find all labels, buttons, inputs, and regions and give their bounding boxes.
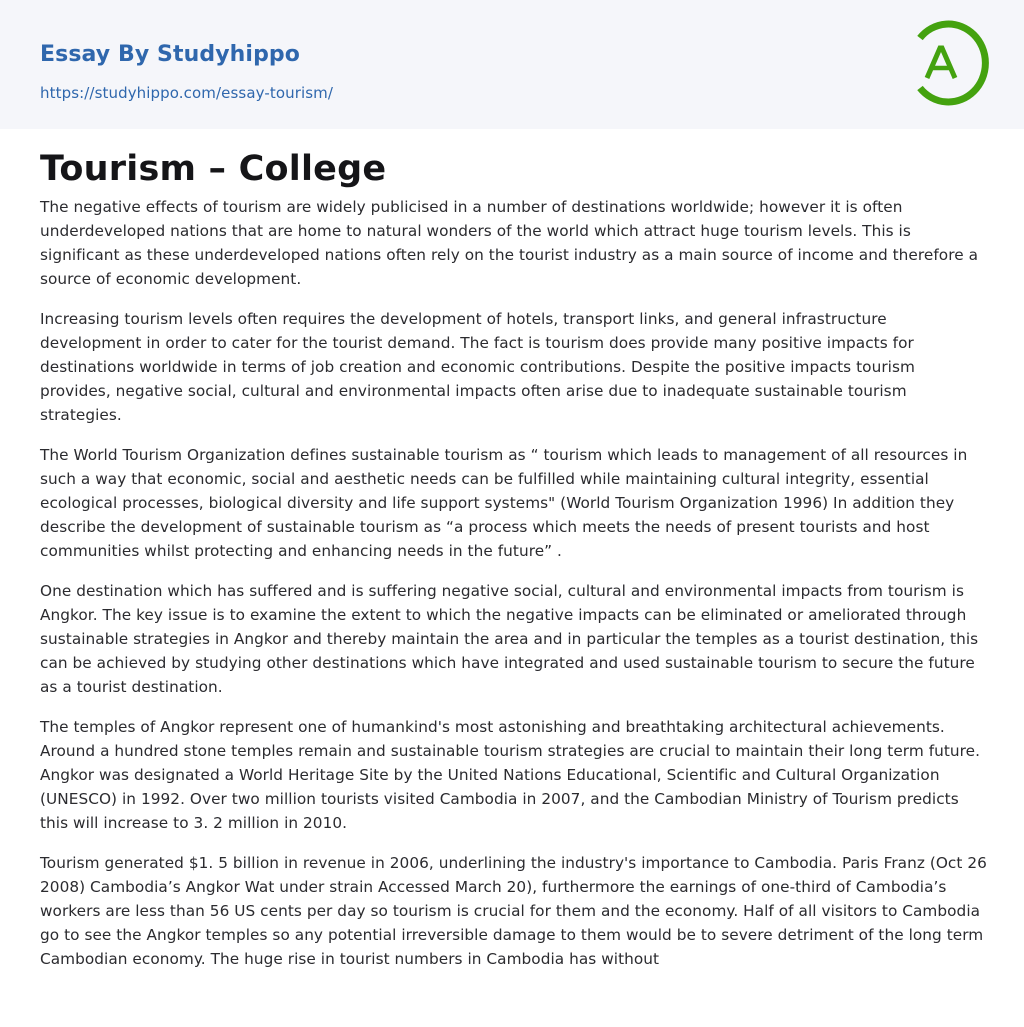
site-header — [0, 0, 1024, 129]
brand-title: Essay By Studyhippo — [40, 42, 300, 67]
essay-paragraph: The negative effects of tourism are widely publicised in a number of destinations worldwide; however it is often underdeveloped nations that are home to natural wonders of the world which attract huge tourism levels. This is significant as these underdeveloped nations often rely on the tourist industry as a main source of income and therefore a source of economic development. — [40, 198, 979, 288]
essay-url-link[interactable]: https://studyhippo.com/essay-tourism/ — [40, 84, 334, 102]
essay-content — [0, 149, 1024, 971]
essay-paragraph: Increasing tourism levels often requires the development of hotels, transport links, and general infrastructure development in order to cater for the tourist demand. The fact is tourism does provide many positive impacts for destinations worldwide in terms of job creation and economic contributions. Despite the positive impacts tourism provides, negative social, cultural and environmental impacts often arise due to inadequate sustainable tourism strategies. — [40, 310, 915, 424]
essay-paragraph: The temples of Angkor represent one of humankind's most astonishing and breathtaking architectural achievements. Around a hundred stone temples remain and sustainable tourism strategies are crucial to maintain their long term future. Angkor was designated a World Heritage Site by the United Nations Educational, Scientific and Cultural Organization (UNESCO) in 1992. Over two million tourists visited Cambodia in 2007, and the Cambodian Ministry of Tourism predicts this will increase to 3. 2 million in 2010. — [40, 718, 981, 832]
essay-paragraph: One destination which has suffered and is suffering negative social, cultural and environmental impacts from tourism is Angkor. The key issue is to examine the extent to which the negative impacts can be eliminated or ameliorated through sustainable strategies in Angkor and thereby maintain the area and in particular the temples as a tourist destination, this can be achieved by studying other destinations which have integrated and used sustainable tourism to secure the future as a tourist destination. — [40, 582, 979, 696]
essay-paragraph: The World Tourism Organization defines sustainable tourism as “ tourism which leads to management of all resources in such a way that economic, social and aesthetic needs can be fulfilled while maintaining cultural integrity, essential ecological processes, biological diversity and life support systems" (World Tourism Organization 1996) In addition they describe the development of sustainable tourism as “a process which meets the needs of present tourists and host communities whilst protecting and enhancing needs in the future” . — [40, 446, 968, 560]
essay-paragraph: Tourism generated $1. 5 billion in revenue in 2006, underlining the industry's importance to Cambodia. Paris Franz (Oct 26 2008) Cambodia’s Angkor Wat under strain Accessed March 20), furthermore the earnings of one-third of Cambodia’s workers are less than 56 US cents per day so tourism is crucial for them and the economy. Half of all visitors to Cambodia go to see the Angkor temples so any potential irreversible damage to them would be to severe detriment of the long term Cambodian economy. The huge rise in tourist numbers in Cambodia has without — [40, 854, 987, 968]
studyhippo-logo-icon[interactable] — [906, 16, 992, 108]
page-title: Tourism – College — [40, 149, 387, 189]
